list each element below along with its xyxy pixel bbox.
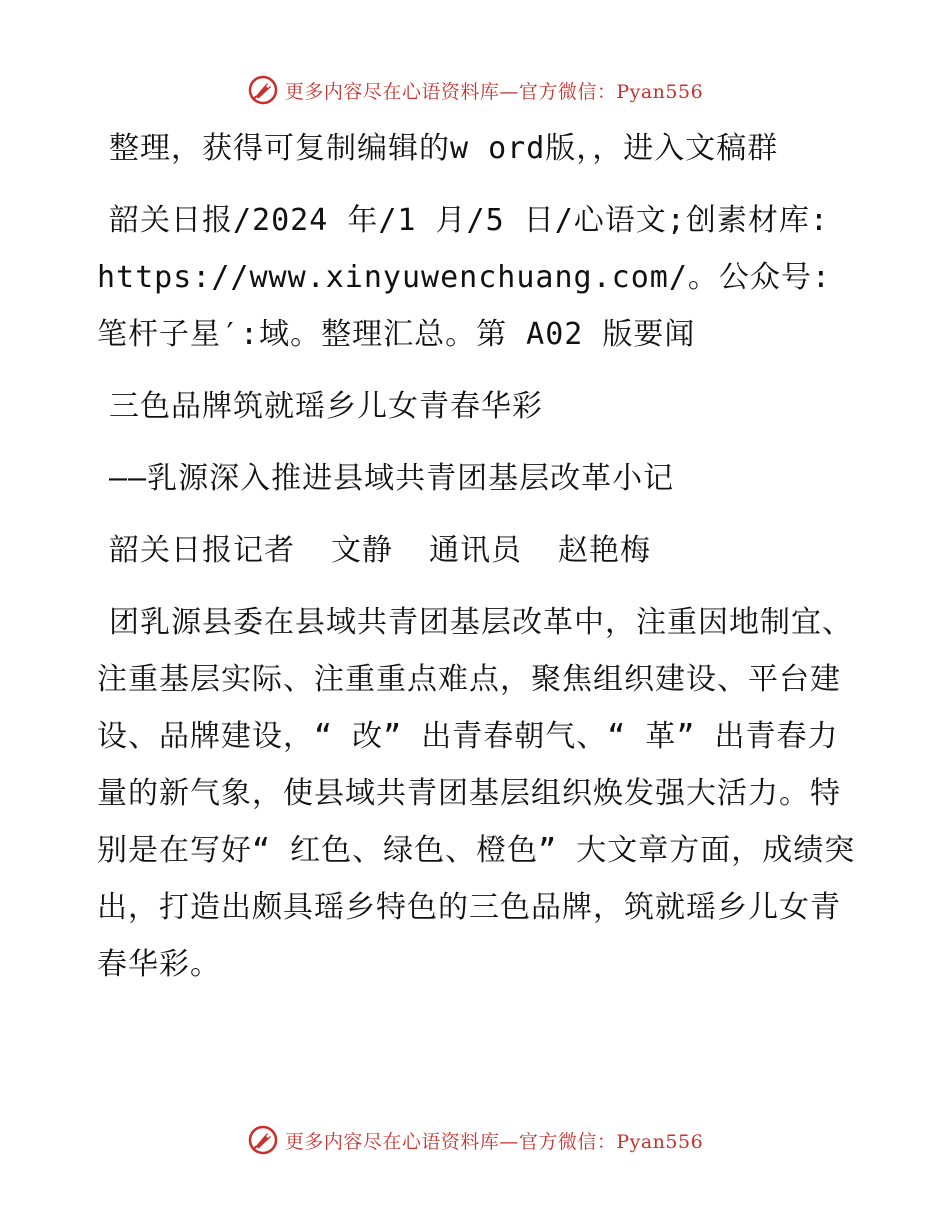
source-paragraph: 韶关日报/2024 年/1 月/5 日/心语文;创素材库: https://www.xinyuwenchuang.com/。公众号: 笔杆子星′:域。整理汇总。第 A02 版要闻 xyxy=(97,203,831,352)
article-byline xyxy=(97,522,867,579)
byline-reporter-name: 文静 xyxy=(331,533,393,568)
footer-watermark-text: 更多内容尽在心语资料库—官方微信：Pyan556 xyxy=(284,1130,704,1153)
pen-nib-logo-icon xyxy=(247,1124,279,1156)
document-body xyxy=(97,120,867,1008)
article-subtitle: ——乳源深入推进县域共青团基层改革小记 xyxy=(109,461,675,496)
byline-reporter-label: 韶关日报记者 xyxy=(109,533,295,568)
header-watermark-text: 更多内容尽在心语资料库—官方微信：Pyan556 xyxy=(284,80,704,103)
intro-paragraph: 整理，获得可复制编辑的w ord版，，进入文稿群 xyxy=(109,131,779,166)
article-body-paragraph: 团乳源县委在县域共青团基层改革中，注重因地制宜、注重基层实际、注重重点难点，聚焦组织建设、平台建设、品牌建设，“ 改” 出青春朝气、“ 革” 出青春力量的新气象，使县域共青团基层组织焕发强大活力。特别是在写好“ 红色、绿色、橙色” 大文章方面，成绩突出，打造出颇具瑶乡特色的三色品牌，筑就瑶乡儿女青春华彩。 xyxy=(97,605,856,982)
footer-watermark-banner xyxy=(0,1120,950,1160)
article-title: 三色品牌筑就瑶乡儿女青春华彩 xyxy=(109,389,543,424)
byline-correspondent-label: 通讯员 xyxy=(429,533,522,568)
pen-nib-logo-icon xyxy=(247,74,279,106)
byline-correspondent-name: 赵艳梅 xyxy=(558,533,651,568)
header-watermark-banner xyxy=(0,70,950,110)
